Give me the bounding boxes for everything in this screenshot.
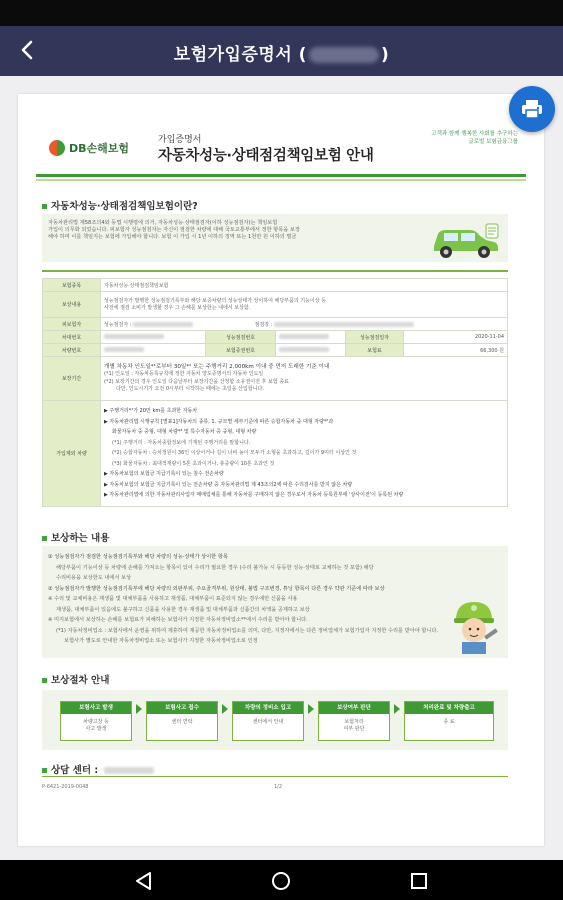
title-prefix: 보험가입증명서 ( (173, 45, 307, 65)
printer-icon (520, 97, 544, 121)
flow-step-2: 보험사고 접수 센터 연락 (146, 701, 218, 741)
status-bar (0, 0, 563, 26)
table-row (43, 344, 508, 357)
table-row (43, 292, 508, 318)
footer-code: P-6421-2019-0048 (42, 784, 89, 790)
redacted-name (309, 47, 379, 63)
car-illustration-icon (428, 218, 504, 260)
cell-value: ▶ 주행거리*¹가 20만 km를 초과한 자동차 ▶ 자동차관리법 시행규칙 [별표1]자동차의 종류, 1. 규모별 세부기준에 따른 승합자동차 중 대형 자량*²과 화물자동차 중 중형, 대형 차량*³ 및 특수자동차 중 중형, 대형 차량 (*1) 주행거리 : 자동차종합정보에 기재된 주행거리를 말합니다. (*2) 승합자동차 : 승차정원이 36인 이상이거나 길이 너비 높이 모두가 소형을 초과하고, 길이가 9미터 이상인 것 (*3) 화물자동차 : 최대적재량이 5톤 초과이거나, 총중량이 10톤 초과인 것 ▶ 자동차보험의 보험금 지급기록이 있는 침수 전손차량 ▶ 자동차보험의 보험금 지급기록이 있는 전손차량 중 자동차관리법 제 43조의2에 따른 수리검사를 받지 않은 차량 ▶ 자동차관리법에 의한 자동차관리사업자 매매업체를 통해 자동차를 구매하지 않은 경우로서 자동차 등록원부에 '상사이전'이 등록된 차량 (101, 401, 508, 507)
section-cover-title: 보상하는 내용 (42, 530, 109, 544)
cell-value: 자동차성능·상태점검책임보험 (101, 279, 508, 292)
cell-label: 피보험자 (43, 318, 101, 331)
doc-subtitle: 가입증명서 (158, 135, 202, 145)
nav-recents-icon[interactable] (408, 870, 430, 892)
cell-value (276, 331, 346, 344)
section-contact-title: 상담 센터 : (42, 762, 154, 776)
nav-back-icon[interactable] (133, 870, 155, 892)
cell-label: 차량번호 (43, 344, 101, 357)
nav-home-icon[interactable] (270, 870, 292, 892)
flow-arrow-icon (222, 704, 228, 714)
cell-value: 66,300 원 (404, 344, 508, 357)
flow-arrow-icon (394, 704, 400, 714)
page-title (0, 40, 563, 65)
insurance-info-table (42, 278, 508, 507)
header-divider-thin (36, 179, 526, 181)
cell-value: 성능점검자가 발행한 성능점검기록부와 해당 보증차량의 성능상태가 상이하여 해당부품의 기능이상 등 사전에 점검 소비가 발생할 경우 그 손해를 보상한는 내에서 보상함. (101, 292, 508, 318)
flow-step-4: 보상여부 판단 보험처리 여부 판단 (318, 701, 390, 741)
flow-arrow-icon (308, 704, 314, 714)
db-logo-icon (48, 139, 66, 157)
cell-value: 개별 차동차 인도일*¹로부터 30일*² 또는 주행거리 2,000km 이내 중 먼저 도래한 기준 이내 (*1) 인도일 : 자동차등록규칙에 정한 자동차 양도증명서의 자동차 인도일 (*2) 보장기간의 경우 인도일 다음날부터 보장기간을 산정함 소유권이전 후 보험 종료 다만, 인도시기가 오전 0시부터 시작하는 때에는 초일을 산입합니다. (101, 357, 508, 401)
header-divider (36, 174, 526, 177)
intro-text: 자동차관리법 제58조의4와 동법 시행령에 의거, 자동차성능·상태점검자(이하 성능점검자)는 책임보험 가입이 의무화 되었습니다. 피보험자 성능점검자는 자신이 점검한 차량에 대해 국토교통부에서 정한 항목을 보장 해야 하며 이를 책임지는 보험에 가입해야 합니다. 보험 이 가입 시 1년 이하의 징역 또는 1천만 원 이하의 벌금 (48, 220, 300, 241)
title-suffix: ) (380, 45, 390, 65)
slogan-line-1: 고객과 함께 행복한 사회를 추구하는 (431, 131, 518, 137)
flow-step-3: 차량의 정비소 입고 센터에서 안내 (232, 701, 304, 741)
cell-label: 보장기간 (43, 357, 101, 401)
mechanic-illustration-icon (446, 594, 502, 654)
cell-label: 보상내용 (43, 292, 101, 318)
slogan-line-2: 글로벌 보험금융그룹 (468, 139, 518, 145)
section-flow-title: 보상절차 안내 (42, 672, 109, 686)
cell-label: 성능점검번호 (206, 331, 276, 344)
section-what-title: 자동차성능·상태점검책임보험이란? (42, 198, 198, 212)
cover-text: ① 성능점검자가 점검한 성능점검기록부와 해당 차량의 성능·상태가 상이한 항목 해당부품이 기능이상 등 차량에 손해를 가져오는 항목이 있어 수리가 필요한 경우 (수리 불가능 시 동등한 성능·상태로 교체하는 것 포함) 해당 수리비용을 보상한도 내에서 보상 ② 성능점검자가 발행한 성능점검기록부에 해당 차량의 외판부위, 주요골격부위, 원상태, 불법 구조변경, 튜닝 항목이 다른 경우 약관 기준에 따라 보상 ※ 수리 및 교체비용은 재생품 및 대체부품을 사용하고 재생품, 대체부품이 표준되지 않는 경우에만 신품을 사용 재생품, 대체부품이 있음에도 불구하고 신품을 사용한 경우 재생품 및 대체부품과 신품간의 차액을 공제하고 보상 ※ 미지보험에서 보상하는 손해를 보험료가 피해하는 보험사가 지정한 자동차정비업소**에서 수리를 받아야 합니다. (*1) 자동차정비업소 : 보험사에서 운영을 위하여 제휴하여 제공한 자동차정비업소를 의미, 다만, 지정자에서는 다른 정비업체가 보험가입자 지정한 수리를 받아야 합니다. 보험사가 별도로 안내한 자동차정비업소 또는 보험사가 지정한 자동차정비업소로 인정 (48, 554, 439, 644)
table-row (43, 279, 508, 292)
cell-value (276, 344, 346, 357)
cell-value: 2020-11-04 (404, 331, 508, 344)
cell-label: 보험료 (346, 344, 404, 357)
doc-title: 자동차성능·상태점검책임보험 안내 (158, 148, 374, 164)
cover-box (42, 546, 508, 658)
contact-rule (42, 776, 508, 777)
table-row (43, 357, 508, 401)
flow-arrow-icon (136, 704, 142, 714)
brand-logo (48, 138, 129, 158)
cell-label: 차대번호 (43, 331, 101, 344)
table-top-rule (42, 270, 508, 272)
table-row (43, 318, 508, 331)
cell-label: 가입제외 차량 (43, 401, 101, 507)
footer-page: 1/2 (274, 784, 283, 790)
table-row (43, 331, 508, 344)
app-bar (0, 26, 563, 76)
flow-step-1: 보험사고 발생 차량고장 등 사고 발생 (60, 701, 132, 741)
flow-step-5: 처리완료 및 차량출고 종 료 (404, 701, 494, 741)
cell-label: 보험종목 (43, 279, 101, 292)
cell-value (101, 331, 206, 344)
cell-label: 보험증권번호 (206, 344, 276, 357)
cell-label: 성능점검일자 (346, 331, 404, 344)
brand-name: DB손해보험 (69, 142, 130, 155)
print-button[interactable] (509, 86, 555, 132)
cell-value (101, 344, 206, 357)
intro-box (42, 214, 508, 262)
navigation-bar (0, 860, 563, 900)
cell-value: 성능점검자 : 점검장 : (101, 318, 508, 331)
slogan (398, 130, 518, 146)
table-row (43, 401, 508, 507)
